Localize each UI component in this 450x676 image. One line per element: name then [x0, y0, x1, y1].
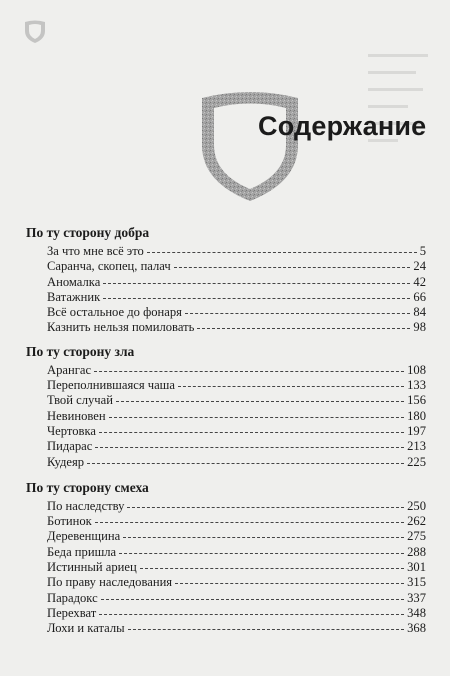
dot-leader — [103, 283, 410, 284]
toc-entry-page: 84 — [413, 305, 426, 320]
toc-entry-title: Ботинок — [47, 514, 92, 529]
dot-leader — [123, 537, 404, 538]
shield-small-icon — [22, 18, 48, 44]
dot-leader — [128, 629, 405, 630]
toc-entry-title: Парадокс — [47, 590, 98, 605]
toc-entry-page: 275 — [407, 529, 426, 544]
toc-entry — [47, 363, 426, 378]
toc-entry-title: Арангас — [47, 362, 92, 377]
toc-entry — [47, 560, 426, 575]
dot-leader — [178, 386, 404, 387]
toc-entry-title: Лохи и каталы — [47, 621, 125, 636]
toc-entry-title: За что мне всё это — [47, 244, 144, 258]
section-title: По ту сторону зла — [26, 343, 135, 359]
toc-entry-title: Аномалка — [47, 274, 101, 289]
toc-entry-page: 66 — [413, 289, 426, 304]
toc-entry-title: Чертовка — [47, 423, 97, 438]
dot-leader — [95, 522, 404, 523]
section-title: По ту сторону добра — [26, 225, 150, 240]
toc-entry — [47, 378, 426, 393]
toc-entry-title: Невиновен — [47, 408, 106, 423]
toc-entry-page: 197 — [407, 423, 426, 438]
dot-leader — [140, 568, 404, 569]
dot-leader — [185, 313, 410, 314]
toc-entry-page: 213 — [407, 439, 426, 454]
dot-leader — [99, 614, 404, 615]
dot-leader — [101, 599, 404, 600]
toc-entry-title: Пидарас — [47, 439, 93, 454]
toc-entry-page: 262 — [407, 514, 426, 529]
toc-entry — [47, 320, 426, 335]
toc-entry-page: 156 — [407, 393, 426, 408]
toc-entry-page: 180 — [407, 408, 426, 423]
toc-entry-title: Всё остальное до фонаря — [47, 305, 182, 320]
toc-entry-title: Твой случай — [47, 393, 113, 408]
toc-entry — [47, 244, 426, 259]
dot-leader — [147, 252, 417, 253]
toc-entry — [47, 275, 426, 290]
toc-entry-page: 5 — [419, 244, 426, 258]
dot-leader — [109, 417, 405, 418]
toc-entry — [47, 409, 426, 424]
toc-entry-title: Беда пришла — [47, 544, 117, 559]
toc-entry-title: Переполнившаяся чаша — [47, 378, 175, 393]
toc-entry-page: 288 — [407, 544, 426, 559]
toc-entry-title: Ватажник — [47, 289, 101, 304]
dot-leader — [175, 583, 404, 584]
toc-entry-page: 225 — [407, 454, 426, 469]
shield-outline-icon — [198, 90, 302, 202]
toc-entry-page: 24 — [413, 259, 426, 274]
section-title: По ту сторону смеха — [26, 479, 149, 495]
toc-entry — [47, 529, 426, 544]
toc-entry-title: Перехват — [47, 605, 97, 620]
toc-entry-page: 108 — [407, 362, 426, 377]
toc-entry-page: 42 — [413, 274, 426, 289]
dot-leader — [87, 463, 404, 464]
dot-leader — [116, 401, 404, 402]
dot-leader — [197, 328, 410, 329]
toc-entry — [47, 455, 426, 470]
toc-entry-page: 98 — [413, 320, 426, 335]
toc-entry-title: По наследству — [47, 498, 125, 513]
dot-leader — [95, 447, 404, 448]
dot-leader — [99, 432, 404, 433]
toc-entry — [47, 290, 426, 305]
toc-entry — [47, 606, 426, 621]
toc-entry — [47, 514, 426, 529]
toc-entry — [47, 424, 426, 439]
toc-entry — [47, 393, 426, 408]
toc-entry — [47, 591, 426, 606]
toc-entry-title: По праву наследования — [47, 575, 173, 590]
toc-entry-page: 337 — [407, 590, 426, 605]
toc-entry-title: Кудеяр — [47, 454, 85, 469]
dot-leader — [174, 267, 411, 268]
toc-entry — [47, 305, 426, 320]
toc-entry-page: 250 — [407, 498, 426, 513]
toc-entry-title: Казнить нельзя помиловать — [47, 320, 195, 335]
table-of-contents — [26, 224, 426, 637]
toc-entry-page: 315 — [407, 575, 426, 590]
dot-leader — [103, 298, 410, 299]
toc-entry — [47, 439, 426, 454]
dot-leader — [94, 371, 404, 372]
dot-leader — [119, 553, 404, 554]
toc-entry — [47, 575, 426, 590]
page-title: Содержание — [258, 111, 427, 141]
toc-entry-title: Истинный ариец — [47, 560, 137, 575]
toc-entry-page: 133 — [407, 378, 426, 393]
toc-entry — [47, 259, 426, 274]
toc-entry-page: 301 — [407, 560, 426, 575]
toc-entry — [47, 621, 426, 636]
toc-entry-page: 348 — [407, 605, 426, 620]
toc-entry-title: Деревенщина — [47, 529, 121, 544]
toc-entry — [47, 545, 426, 560]
toc-entry-title: Саранча, скопец, палач — [47, 259, 171, 274]
toc-entry — [47, 499, 426, 514]
toc-entry-page: 368 — [407, 621, 426, 636]
dot-leader — [127, 507, 404, 508]
